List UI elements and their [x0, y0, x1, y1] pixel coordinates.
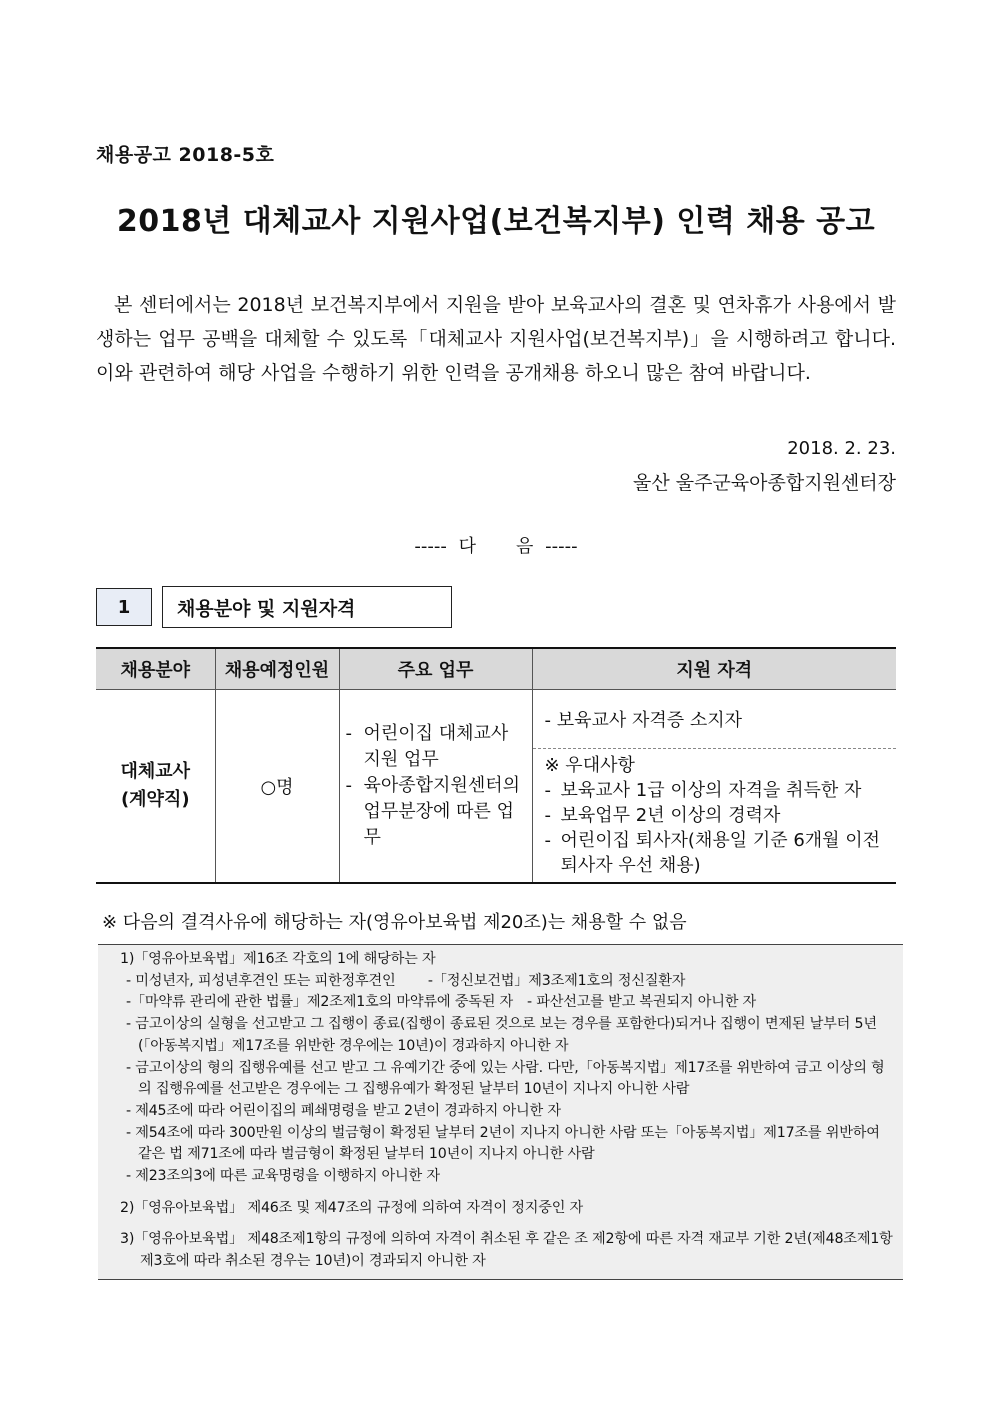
header-field: 채용분야	[96, 648, 215, 690]
notice-date: 2018. 2. 23.	[787, 438, 896, 459]
disqualification-item-3: 3)「영유아보육법」 제48조제1항의 규정에 의하여 자격이 취소된 후 같은 조 제2항에 따른 자격 재교부 기한 2년(제48조제1항제3호에 따라 취소된 경우는 10년)이 경과되지 아니한 자	[120, 1231, 893, 1270]
disqualification-subitem: -「마약류 관리에 관한 법률」제2조제1호의 마약류에 중독된 자 - 파산선고를 받고 복권되지 아니한 자	[126, 994, 757, 1011]
header-duties: 주요 업무	[339, 648, 532, 690]
headcount-cell: ○명	[215, 690, 339, 884]
organization-name: 울산 울주군육아종합지원센터장	[633, 472, 896, 494]
disqualification-subitem: - 제45조에 따라 어린이집의 폐쇄명령을 받고 2년이 경과하지 아니한 자	[126, 1102, 561, 1119]
disqualification-subitem: - 금고이상의 실형을 선고받고 그 집행이 종료(집행이 종료된 것으로 보는 경우를 포함한다)되거나 집행이 면제된 날부터 5년(「아동복지법」제17조를 위반한 경우에는 10년)이 경과하지 아니한 자	[126, 1016, 877, 1054]
intro-paragraph	[96, 288, 896, 390]
notice-number: 채용공고 2018-5호	[96, 144, 275, 166]
field-cell	[96, 690, 215, 884]
qualifications-cell	[532, 690, 896, 884]
section-title: 채용분야 및 지원자격	[162, 586, 452, 628]
disqualification-note: ※ 다음의 결격사유에 해당하는 자(영유아보육법 제20조)는 채용할 수 없음	[102, 912, 687, 933]
duties-cell	[339, 690, 532, 884]
page-title: 2018년 대체교사 지원사업(보건복지부) 인력 채용 공고	[116, 204, 876, 239]
header-qualifications: 지원 자격	[532, 648, 896, 690]
required-qualification: - 보육교사 자격증 소지자	[533, 690, 897, 749]
disqualification-item-1: 1)「영유아보육법」제16조 각호의 1에 해당하는 자	[120, 951, 436, 967]
intro-text: 본 센터에서는 2018년 보건복지부에서 지원을 받아 보육교사의 결혼 및 연차휴가 사용에서 발생하는 업무 공백을 대체할 수 있도록「대체교사 지원사업(보건복지부)」을 시행하려고 합니다. 이와 관련하여 해당 사업을 수행하기 위한 인력을 공개채용 하오니 많은 참여 바랍니다.	[96, 294, 896, 384]
disqualification-item-2: 2)「영유아보육법」 제46조 및 제47조의 규정에 의하여 자격이 정지중인 자	[120, 1199, 584, 1216]
disqualification-subitem: - 금고이상의 형의 집행유예를 선고 받고 그 유예기간 중에 있는 사람. 다만,「아동복지법」제17조를 위반하여 금고 이상의 형의 집행유예를 선고받은 경우에는 그 집행유예가 확정된 날부터 10년이 지나지 아니한 사람	[126, 1059, 885, 1098]
disqualification-subitem: - 제23조의3에 따른 교육명령을 이행하지 아니한 자	[126, 1168, 440, 1185]
divider-right: 음 -----	[516, 536, 578, 557]
preferred-qualifications	[533, 749, 897, 882]
recruitment-table	[96, 647, 896, 884]
divider-left: ----- 다	[414, 536, 476, 557]
table-header-row	[96, 648, 896, 690]
preferred-item: - 보육교사 1급 이상의 자격을 취득한 자	[544, 780, 862, 801]
disqualification-subitem: - 미성년자, 피성년후견인 또는 피한정후견인 -「정신보건법」제3조제1호의 정신질환자	[126, 972, 686, 989]
duty-item: - 어린이집 대체교사 지원 업무	[345, 723, 509, 770]
table-row	[96, 690, 896, 884]
section-number: 1	[96, 588, 152, 626]
field-name: 대체교사	[120, 761, 191, 782]
duty-item: - 육아종합지원센터의 업무분장에 따른 업무	[345, 775, 520, 848]
disqualification-box	[98, 944, 903, 1280]
preferred-item: - 어린이집 퇴사자(채용일 기준 6개월 이전 퇴사자 우선 채용)	[544, 830, 881, 876]
section-divider	[0, 532, 992, 558]
disqualification-subitem: - 제54조에 따라 300만원 이상의 벌금형이 확정된 날부터 2년이 지나지 아니한 사람 또는「아동복지법」제17조를 위반하여 같은 법 제71조에 따라 벌금형이 확정된 날부터 10년이 지나지 아니한 사람	[126, 1124, 880, 1163]
preferred-title: ※ 우대사항	[544, 755, 635, 776]
field-type: (계약직)	[120, 789, 190, 810]
preferred-item: - 보육업무 2년 이상의 경력자	[544, 805, 781, 826]
header-headcount: 채용예정인원	[215, 648, 339, 690]
